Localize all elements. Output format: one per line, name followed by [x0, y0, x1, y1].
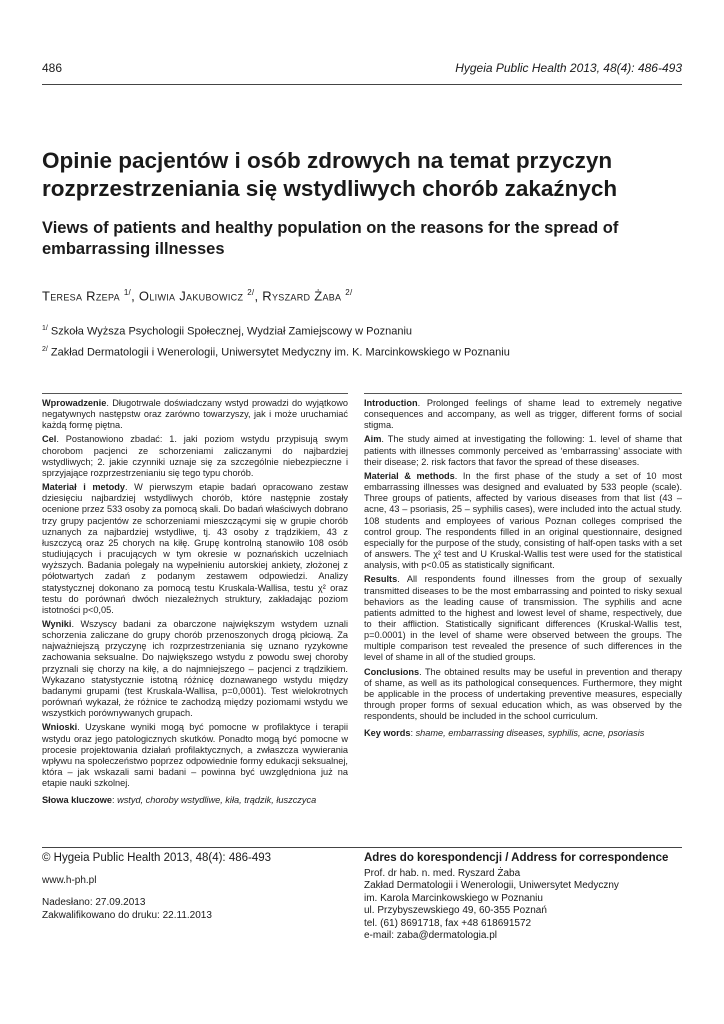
section-label: Introduction	[364, 398, 418, 408]
keywords-sep: :	[111, 795, 118, 806]
abstract-divider	[42, 393, 348, 394]
section-label: Cel	[42, 434, 57, 445]
affiliation-text: Zakład Dermatologii i Wenerologii, Uniwersytet Medyczny im. K. Marcinkowskiego w Poznaniu	[50, 346, 510, 359]
abstract-section	[364, 667, 682, 723]
abstract-english	[364, 393, 682, 743]
header-divider	[42, 84, 682, 85]
address-line: ul. Przybyszewskiego 49, 60-355 Poznań	[364, 905, 547, 916]
abstract-divider	[364, 393, 682, 394]
author-name: Ryszard Żaba	[262, 288, 342, 304]
address-line: im. Karola Marcinkowskiego w Poznaniu	[364, 892, 543, 904]
abstract-polish	[42, 393, 348, 809]
section-text: . Wszyscy badani za obarczone największym wstydem uznali schorzenia zaliczane do grupy chorób przenoszonych drogą płciową. Za najważniejszą przyczynę ich rozprzestrzeniania się uznano ryzykowne zachowania seksualne. Do największego wstydu z powodu swej choroby przyznali się chorzy na kiłę, a do najmniejszego – pacjenci z trądzikiem. Wykazano statystycznie istotną różnicę doznawanego wstydu między badanymi grupami (test Kruskala-Wallisa, p=0,0001). Test wielokrotnych porównań wykazał, że różnice te zachodzą między poziomami wstydu we wszystkich porównywanych grupach.	[42, 618, 348, 719]
keywords-label: Key words	[364, 728, 411, 739]
affiliation-line	[42, 320, 682, 341]
keywords-value: wstyd, choroby wstydliwe, kiła, trądzik, łuszczyca	[117, 795, 317, 806]
section-label: Conclusions	[364, 666, 420, 677]
title-english: Views of patients and healthy population on the reasons for the spread of embarrassing illnesses	[42, 219, 619, 258]
accepted-date: Zakwalifikowano do druku: 22.11.2013	[42, 909, 212, 921]
section-text: . W pierwszym etapie badań opracowano zestaw dziesięciu najbardziej wstydliwych chorób, które następnie zostały ocenione przez 533 osoby za pomocą skali. Do badań właściwych dobrano trzy grupy pacjentów ze schorzeniami mieszczącymi się w grupie chorób uznanych za najbardziej wstydliwe, tj. 43 osoby z trądzikiem, 43 z łuszczycą oraz 25 chorych na kiłę. Grupę kontrolną stanowiło 108 osób studiujących i pracujących w tym okresie w poznańskich uczelniach wyższych. Badania polegały na wypełnieniu autorskiej ankiety, złożonej z półotwartych zadań z podanym zestawem odpowiedzi. Analizy statystycznej dokonano za pomocą testu Kruskala-Wallisa, testu χ² oraz testu do porównań dwóch niezależnych struktury, zakładając poziom istotności p<0,05.	[42, 482, 348, 615]
address-line: tel. (61) 8691718, fax +48 618691572	[364, 917, 532, 929]
affiliation-mark: 1/	[42, 325, 48, 332]
copyright-line: © Hygeia Public Health 2013, 48(4): 486-493	[42, 852, 272, 864]
author-list: Teresa Rzepa $^{1/}$, Oliwia Jakubowicz $^{2/}$, Ryszard Żaba $^{2/}$	[42, 288, 353, 304]
keywords-polish	[42, 795, 348, 806]
author-affil-mark: 2/	[345, 288, 353, 297]
section-label: Aim	[364, 434, 382, 445]
abstract-section	[364, 434, 682, 467]
publication-info	[42, 852, 342, 922]
abstract-section	[42, 398, 348, 431]
section-label: Wyniki	[42, 618, 72, 629]
journal-reference: Hygeia Public Health 2013, 48(4): 486-493	[455, 61, 682, 75]
address-line: Zakład Dermatologii i Wenerologii, Uniwersytet Medyczny	[364, 880, 619, 891]
section-text: . All respondents found illnesses from the group of sexually transmitted diseases to be the most embarrassing and pointed to risky sexual behaviors as the leading cause of transmission. The syphilis and acne patients admitted to the highest and lowest level of shame, respectively, due to their affliction. Statistically significant differences (Kruskal-Wallis test, p=0.0001) in the level of shame were observed between the groups. The multiple comparison test revealed the presence of such differences in the level of shame in all of the studied groups.	[364, 574, 682, 663]
section-text: . Postanowiono zbadać: 1. jaki poziom wstydu przypisują swym chorobom pacjenci ze schorzeniami zaliczanymi do najbardziej wstydliwych; 2. jakie czynniki uznaje się za szczególnie niebezpieczne i sprzyjające rozprzestrzenianiu się tego typu chorób.	[42, 434, 348, 478]
section-label: Wprowadzenie	[42, 398, 107, 408]
page-number: 486	[42, 61, 63, 75]
section-text: . The obtained results may be useful in prevention and therapy of shame, as well as its pathological consequences. Furthermore, they might be applicable in the process of undertaking preventive measures, especially through proper forms of sexual education which, as was observed by the respondents, should be included in the school curriculum.	[364, 666, 682, 722]
author-name: Teresa Rzepa	[42, 288, 120, 304]
section-label: Material & methods	[364, 470, 455, 481]
section-text: . In the first phase of the study a set of 10 most embarrassing illnesses was designed and evaluated by 533 people (scale). Three groups of patients, affected by various diseases from that list (43 – acne, 43 – psoriasis, 25 – syphilis cases), were included into the actual study. 108 students and employees of various Poznan colleges comprised the control group. The respondents filled in an original questionnaire, designed especially for the purpose of the study, consisting of half-open tasks with a set of answers. The χ² test and U Kruskal-Wallis test were used for the statistical analysis, with p<0.05 as statistically significant.	[364, 470, 683, 571]
correspondence-heading: Adres do korespondencji / Address for correspondence	[364, 852, 669, 864]
keywords-label: Słowa kluczowe	[42, 795, 112, 806]
keywords-english	[364, 728, 682, 739]
section-label: Results	[364, 574, 398, 585]
abstract-section	[42, 619, 348, 719]
author-affil-mark: 1/	[123, 288, 132, 297]
affiliations	[42, 320, 682, 361]
address-line: Prof. dr hab. n. med. Ryszard Żaba	[364, 867, 521, 879]
correspondence-address	[364, 852, 682, 943]
section-text: . Prolonged feelings of shame lead to extremely negative consequences and accompany, as well as trigger, different forms of social stigma.	[364, 398, 682, 431]
abstract-section	[42, 722, 348, 789]
abstract-section	[364, 574, 682, 663]
footer-divider	[42, 847, 682, 848]
section-text: . Uzyskane wyniki mogą być pomocne w profilaktyce i terapii wstydu oraz jego patologicznych skutków. Ponadto mogą być pomocne w procesie projektowania działań profilaktycznych, a zwłaszcza wywierania wpływu na społeczeństwo poprzez odpowiednie formy edukacji seksualnej, która – jak wskazali sami badani – powinna być uwzględniona już na etapie nauki szkolnej.	[42, 722, 348, 789]
email-line: e-mail: zaba@dermatologia.pl	[364, 930, 497, 941]
abstract-section	[42, 482, 348, 616]
submitted-date: Nadesłano: 27.09.2013	[42, 897, 146, 908]
journal-url: www.h-ph.pl	[42, 874, 97, 886]
section-label: Wnioski	[42, 722, 78, 733]
affiliation-text: Szkoła Wyższa Psychologii Społecznej, Wydział Zamiejscowy w Poznaniu	[50, 325, 413, 338]
author-affil-mark: 2/	[247, 288, 255, 297]
abstract-section	[42, 434, 348, 479]
title-polish: Opinie pacjentów i osób zdrowych na temat przyczyn rozprzestrzeniania się wstydliwych chorób zakaźnych	[42, 148, 618, 201]
keywords-value: shame, embarrassing diseases, syphilis, acne, psoriasis	[415, 728, 645, 739]
affiliation-line	[42, 341, 682, 362]
section-label: Materiał i metody	[42, 482, 125, 493]
keywords-sep: :	[410, 728, 416, 739]
abstract-section	[364, 471, 682, 571]
abstract-section	[364, 398, 682, 431]
section-text: . Długotrwale doświadczany wstyd prowadzi do wyjątkowo negatywnych następstw oraz zarówno towarzyszy, jak i może uruchamiać każdą formę piętna.	[42, 398, 348, 431]
affiliation-mark: 2/	[42, 345, 48, 353]
author-name: Oliwia Jakubowicz	[138, 288, 244, 304]
section-text: . The study aimed at investigating the following: 1. level of shame that patients with illnesses commonly perceived as ‘embarrassing’ associate with their disease; 2. risk factors that favor the spread of these diseases.	[364, 434, 682, 467]
